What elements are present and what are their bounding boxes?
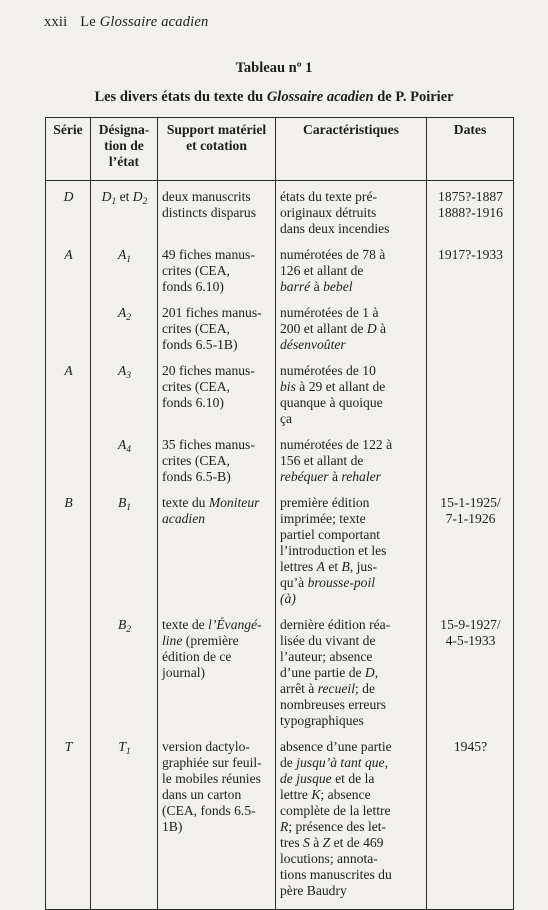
support-italic: l’Évangé- (208, 617, 262, 632)
caracteristiques-italic: désenvoûter (280, 337, 346, 352)
caracteristiques-line: lettres A et B, jus- (280, 559, 378, 574)
caracteristiques-line: 126 et allant de (280, 263, 364, 278)
cell-designation (91, 739, 158, 910)
caracteristiques-line: états du texte pré- (280, 189, 378, 204)
support-line: le mobiles réunies (162, 771, 261, 786)
caracteristiques-italic: A (316, 559, 325, 574)
table-row (46, 495, 514, 617)
page-number: xxii (44, 14, 68, 30)
caracteristiques-line: numérotées de 78 à (280, 247, 386, 262)
column-header-dates (427, 118, 514, 181)
caracteristiques-line: première édition (280, 495, 370, 510)
support-line: version dactylo- (162, 739, 250, 754)
designation-subscript: 1 (111, 197, 117, 207)
cell-caracteristiques (276, 617, 427, 739)
states-table (45, 117, 514, 910)
running-header (44, 14, 209, 31)
caracteristiques-line: l’auteur; absence (280, 649, 373, 664)
column-header-line: Support matériel (166, 122, 267, 137)
support-line: crites (CEA, (162, 379, 230, 394)
caracteristiques-line: père Baudry (280, 883, 347, 898)
designation-letter: B (117, 495, 127, 510)
cell-serie: D (46, 181, 91, 248)
caracteristiques-italic: rebéquer (280, 469, 329, 484)
caracteristiques-line: R; présence des let- (280, 819, 387, 834)
table-row (46, 617, 514, 739)
caracteristiques-line: numérotées de 122 à (280, 437, 393, 452)
caracteristiques-line: lisée du vivant de (280, 633, 376, 648)
caracteristiques-line: nombreuses erreurs (280, 697, 387, 712)
cell-serie: B (46, 495, 91, 617)
support-line: 49 fiches manus- (162, 247, 255, 262)
table-row (46, 437, 514, 495)
cell-serie: T (46, 739, 91, 910)
support-line: 201 fiches manus- (162, 305, 262, 320)
cell-serie (46, 437, 91, 495)
support-line: crites (CEA, (162, 321, 230, 336)
cell-dates (427, 305, 514, 363)
cell-dates (427, 181, 514, 248)
date-line: 4-5-1933 (445, 633, 496, 648)
support-line: crites (CEA, (162, 263, 230, 278)
header-title-italic: Glossaire acadien (99, 14, 209, 30)
cell-serie: A (46, 247, 91, 305)
designation-subscript: 1 (126, 503, 132, 513)
designation-subscript: 2 (126, 313, 132, 323)
designation-letter: T (118, 739, 126, 754)
cell-support (158, 437, 276, 495)
caracteristiques-italic: (à) (280, 591, 296, 606)
support-line: 35 fiches manus- (162, 437, 255, 452)
cell-dates (427, 363, 514, 437)
support-line: distincts disparus (162, 205, 257, 220)
cell-designation (91, 437, 158, 495)
caracteristiques-line: dernière édition réa- (280, 617, 391, 632)
caracteristiques-italic: D (364, 665, 375, 680)
designation-letter: A (117, 363, 127, 378)
caracteristiques-line: partiel comportant (280, 527, 381, 542)
table-row (46, 181, 514, 248)
caracteristiques-italic: jusqu’à tant que (296, 755, 385, 770)
designation-letter: A (117, 305, 127, 320)
caracteristiques-line: de jusqu’à tant que, (280, 755, 388, 770)
support-line: texte du Moniteur (162, 495, 260, 510)
support-line: fonds 6.5-1B) (162, 337, 238, 352)
support-line (162, 511, 272, 527)
caption-before: Les divers états du texte du (94, 89, 264, 105)
cell-support (158, 739, 276, 910)
caracteristiques-line: numérotées de 10 (280, 363, 376, 378)
caracteristiques-line: qu’à brousse-poil (280, 575, 376, 590)
caracteristiques-line: complète de la lettre (280, 803, 391, 818)
table-row (46, 305, 514, 363)
caracteristiques-line: locutions; annota- (280, 851, 378, 866)
caracteristiques-line: l’introduction et les (280, 543, 387, 558)
cell-support (158, 247, 276, 305)
column-header-line: Dates (453, 122, 487, 137)
support-italic: acadien (162, 511, 206, 526)
caption-after: de P. Poirier (377, 89, 454, 105)
caracteristiques-line: imprimée; texte (280, 511, 366, 526)
caracteristiques-line (280, 591, 423, 607)
cell-designation (91, 181, 158, 248)
caracteristiques-italic: rehaler (341, 469, 381, 484)
caracteristiques-line: arrêt à recueil; de (280, 681, 375, 696)
column-header-line: Désigna- (98, 122, 150, 137)
caracteristiques-line (280, 337, 423, 353)
table-body (46, 181, 514, 910)
column-header-support (158, 118, 276, 181)
column-header-serie (46, 118, 91, 181)
cell-caracteristiques (276, 495, 427, 617)
table-row (46, 247, 514, 305)
designation-letter: D (101, 189, 112, 204)
designation-subscript: 4 (126, 445, 132, 455)
caracteristiques-italic: Z (322, 835, 331, 850)
caracteristiques-italic: brousse-poil (307, 575, 376, 590)
caracteristiques-line: typographiques (280, 713, 364, 728)
support-line: 20 fiches manus- (162, 363, 255, 378)
support-line: fonds 6.10) (162, 279, 224, 294)
support-line: texte de l’Évangé- (162, 617, 262, 632)
cell-caracteristiques (276, 437, 427, 495)
caracteristiques-line: bis à 29 et allant de (280, 379, 386, 394)
designation-connector: et (116, 189, 133, 204)
date-line: 1917?-1933 (438, 247, 503, 262)
cell-caracteristiques (276, 181, 427, 248)
support-line: édition de ce (162, 649, 232, 664)
designation-subscript: 1 (126, 255, 132, 265)
caracteristiques-line: 156 et allant de (280, 453, 364, 468)
cell-caracteristiques (276, 247, 427, 305)
cell-designation (91, 247, 158, 305)
caracteristiques-italic: barré (280, 279, 311, 294)
caracteristiques-italic: recueil (317, 681, 355, 696)
caracteristiques-line: tres S à Z et de 469 (280, 835, 384, 850)
cell-serie: A (46, 363, 91, 437)
table-row (46, 739, 514, 910)
date-line: 1875?-1887 (438, 189, 503, 204)
cell-designation (91, 617, 158, 739)
designation-letter: A (117, 247, 127, 262)
date-line: 1888?-1916 (438, 205, 503, 220)
support-line: journal) (162, 665, 206, 680)
caracteristiques-italic: R (280, 819, 289, 834)
support-line: 1B) (162, 819, 183, 834)
support-line: (CEA, fonds 6.5- (162, 803, 256, 818)
header-title-prefix: Le (80, 14, 96, 30)
caracteristiques-italic: S (303, 835, 310, 850)
cell-support (158, 305, 276, 363)
column-header-line: Caractéristiques (303, 122, 399, 137)
caracteristiques-line: lettre K; absence (280, 787, 371, 802)
support-italic: line (162, 633, 183, 648)
caracteristiques-line: numérotées de 1 à (280, 305, 379, 320)
caracteristiques-line: absence d’une partie (280, 739, 392, 754)
date-line: 1945? (453, 739, 488, 754)
caracteristiques-line: ça (280, 411, 293, 426)
caracteristiques-line: originaux détruits (280, 205, 377, 220)
cell-support (158, 181, 276, 248)
designation-subscript: 2 (142, 197, 148, 207)
cell-dates (427, 437, 514, 495)
table-caption (0, 89, 548, 106)
caracteristiques-line: de jusque et de la (280, 771, 375, 786)
support-line: fonds 6.5-B) (162, 469, 231, 484)
designation-subscript: 2 (126, 625, 132, 635)
cell-support (158, 363, 276, 437)
caracteristiques-line: 200 et allant de D à (280, 321, 387, 336)
cell-support (158, 495, 276, 617)
cell-designation (91, 363, 158, 437)
caption-italic: Glossaire acadien (266, 89, 374, 105)
caracteristiques-line: d’une partie de D, (280, 665, 379, 680)
cell-support (158, 617, 276, 739)
column-header-caracteristiques (276, 118, 427, 181)
caracteristiques-italic: bebel (323, 279, 353, 294)
support-line: graphiée sur feuil- (162, 755, 262, 770)
support-line: line (première (162, 633, 239, 648)
designation-letter: B (117, 617, 127, 632)
column-header-line: Série (53, 122, 83, 137)
date-line: 15-1-1925/ (440, 495, 501, 510)
column-header-designation (91, 118, 158, 181)
date-line: 15-9-1927/ (440, 617, 501, 632)
cell-serie (46, 305, 91, 363)
cell-dates (427, 247, 514, 305)
cell-caracteristiques (276, 305, 427, 363)
cell-designation (91, 305, 158, 363)
caracteristiques-line: dans deux incendies (280, 221, 390, 236)
caracteristiques-italic: bis (280, 379, 296, 394)
support-italic: Moniteur (208, 495, 260, 510)
cell-dates (427, 617, 514, 739)
designation-letter: D (132, 189, 143, 204)
caracteristiques-line: quanque à quoique (280, 395, 383, 410)
caracteristiques-line: rebéquer à rehaler (280, 469, 381, 484)
table-number: Tableau nº 1 (235, 60, 313, 76)
cell-caracteristiques (276, 739, 427, 910)
cell-serie (46, 617, 91, 739)
cell-dates (427, 495, 514, 617)
designation-letter: A (117, 437, 127, 452)
caracteristiques-italic: D (366, 321, 377, 336)
support-line: dans un carton (162, 787, 242, 802)
column-header-line: et cotation (186, 138, 247, 153)
designation-subscript: 1 (125, 747, 131, 757)
caracteristiques-line: barré à bebel (280, 279, 353, 294)
caracteristiques-line: tions manuscrites du (280, 867, 392, 882)
column-header-line: tion de (104, 138, 144, 153)
column-header-line: l’état (108, 154, 140, 169)
date-line: 7-1-1926 (445, 511, 496, 526)
header-row (46, 118, 514, 181)
cell-caracteristiques (276, 363, 427, 437)
caracteristiques-italic: B (341, 559, 350, 574)
table-row (46, 363, 514, 437)
support-line: deux manuscrits (162, 189, 251, 204)
cell-dates (427, 739, 514, 910)
support-line: crites (CEA, (162, 453, 230, 468)
caracteristiques-italic: de jusque (280, 771, 332, 786)
designation-subscript: 3 (126, 371, 132, 381)
caracteristiques-italic: K (311, 787, 321, 802)
cell-designation (91, 495, 158, 617)
support-line: fonds 6.10) (162, 395, 224, 410)
